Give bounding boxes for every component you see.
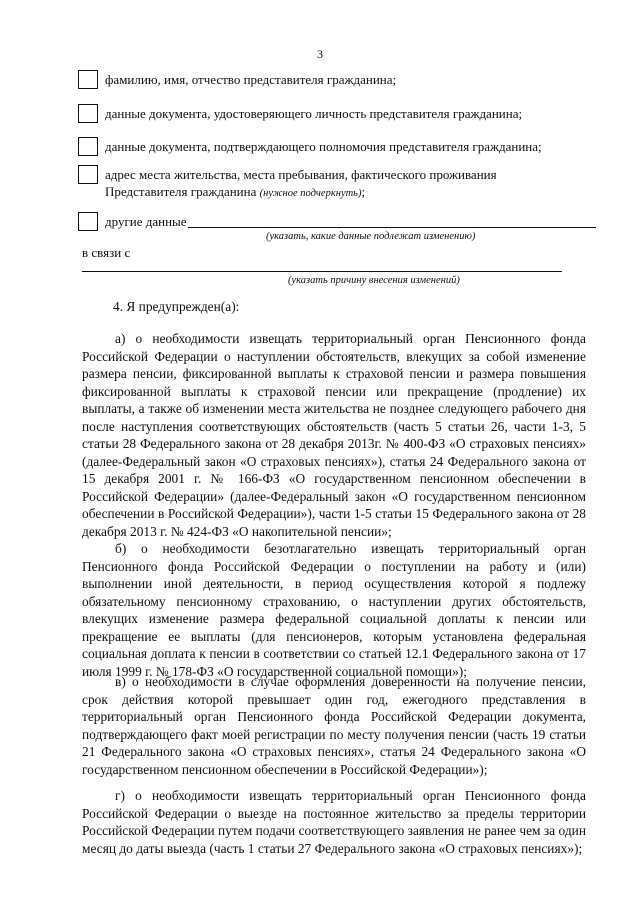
checkbox-label: фамилию, имя, отчество представителя гражданина; bbox=[105, 72, 397, 87]
address-label-line1: адрес места жительства, места пребывания, фактического проживания bbox=[105, 167, 497, 182]
checkbox[interactable] bbox=[78, 70, 98, 89]
checkbox-row-full-name bbox=[78, 70, 397, 89]
checkbox[interactable] bbox=[78, 165, 98, 184]
checkbox-label: данные документа, подтверждающего полномочия представителя гражданина; bbox=[105, 139, 542, 154]
paragraph-b: б) о необходимости безотлагательно извещать территориальный орган Пенсионного фонда Российской Федерации о поступлении на работу и (или) выполнении иной деятельности, в период осуществления которой я подлежу обязательному пенсионному страхованию, о наступлении других обстоятельств, влекущих изменение размера федеральной социальной доплаты к пенсии или прекращение ее выплаты (для пенсионеров, которым установлена федеральная социальная доплата к пенсии в соответствии со статьей 12.1 Федерального закона от 17 июля 1999 г. № 178-ФЗ «О государственной социальной помощи»); bbox=[82, 541, 586, 679]
paragraph-g: г) о необходимости извещать территориальный орган Пенсионного фонда Российской Федерации о выезде на постоянное жительство за пределы территории Российской Федерации путем подачи соответствующего заявления не ранее чем за один месяц до даты выезда (часть 1 статьи 27 Федерального закона «О страховых пенсиях»); bbox=[82, 788, 586, 856]
checkbox-row-address bbox=[78, 165, 497, 199]
reason-hint: (указать причину внесения изменений) bbox=[288, 275, 460, 286]
paragraph-a: а) о необходимости извещать территориальный орган Пенсионного фонда Российской Федерации о наступлении обстоятельств, влекущих за собой изменение размера пенсии, фиксированной выплаты к страховой пенсии и размера повышения фиксированной выплаты к страховой пенсии или прекращение (продление) их выплаты, а также об изменении места жительства не позднее следующего рабочего дня после наступления соответствующих обстоятельств (часть 5 статьи 26, части 1-3, 5 статьи 28 Федерального закона от 28 декабря 2013г. № 400-ФЗ «О страховых пенсиях» (далее-Федеральный закон «О страховых пенсиях»), статья 24 Федерального закона от 15 декабря 2001 г. № 166-ФЗ «О государственном пенсионном обеспечении в Российской Федерации» (далее-Федеральный закон «О государственном пенсионном обеспечении в Российской Федерации»), части 1-5 статьи 15 Федерального закона от 28 декабря 2013 г. № 424-ФЗ «О накопительной пенсии»; bbox=[82, 331, 586, 540]
checkbox-row-identity-document bbox=[78, 104, 523, 123]
checkbox[interactable] bbox=[78, 212, 98, 231]
checkbox-label: другие данные bbox=[105, 214, 187, 229]
reason-input-line[interactable] bbox=[82, 271, 562, 272]
section-title: 4. Я предупрежден(а): bbox=[113, 299, 240, 314]
checkbox-row-authority-document bbox=[78, 137, 542, 156]
reason-label: в связи с bbox=[82, 245, 131, 260]
checkbox-row-other-data bbox=[78, 212, 187, 231]
address-note: (нужное подчеркнуть) bbox=[259, 188, 362, 199]
paragraph-v: в) о необходимости в случае оформления доверенности на получение пенсии, срок действия которой превышает один год, ежегодного представления в территориальный орган Пенсионного фонда Российской Федерации документа, подтверждающего факт моей регистрации по месту получения пенсии (часть 19 статьи 21 Федерального закона «О страховых пенсиях», статья 24 Федерального закона «О государственном пенсионном обеспечении в Российской Федерации»); bbox=[82, 674, 586, 777]
checkbox[interactable] bbox=[78, 104, 98, 123]
checkbox-label: данные документа, удостоверяющего личность представителя гражданина; bbox=[105, 106, 523, 121]
checkbox[interactable] bbox=[78, 137, 98, 156]
page-number: 3 bbox=[317, 47, 323, 61]
address-label-line2: Представителя гражданина bbox=[105, 184, 257, 199]
other-data-hint: (указать, какие данные подлежат изменению) bbox=[266, 231, 476, 242]
other-data-input-line[interactable] bbox=[188, 227, 596, 228]
checkbox-label bbox=[105, 166, 497, 202]
address-tail: ; bbox=[361, 184, 366, 199]
